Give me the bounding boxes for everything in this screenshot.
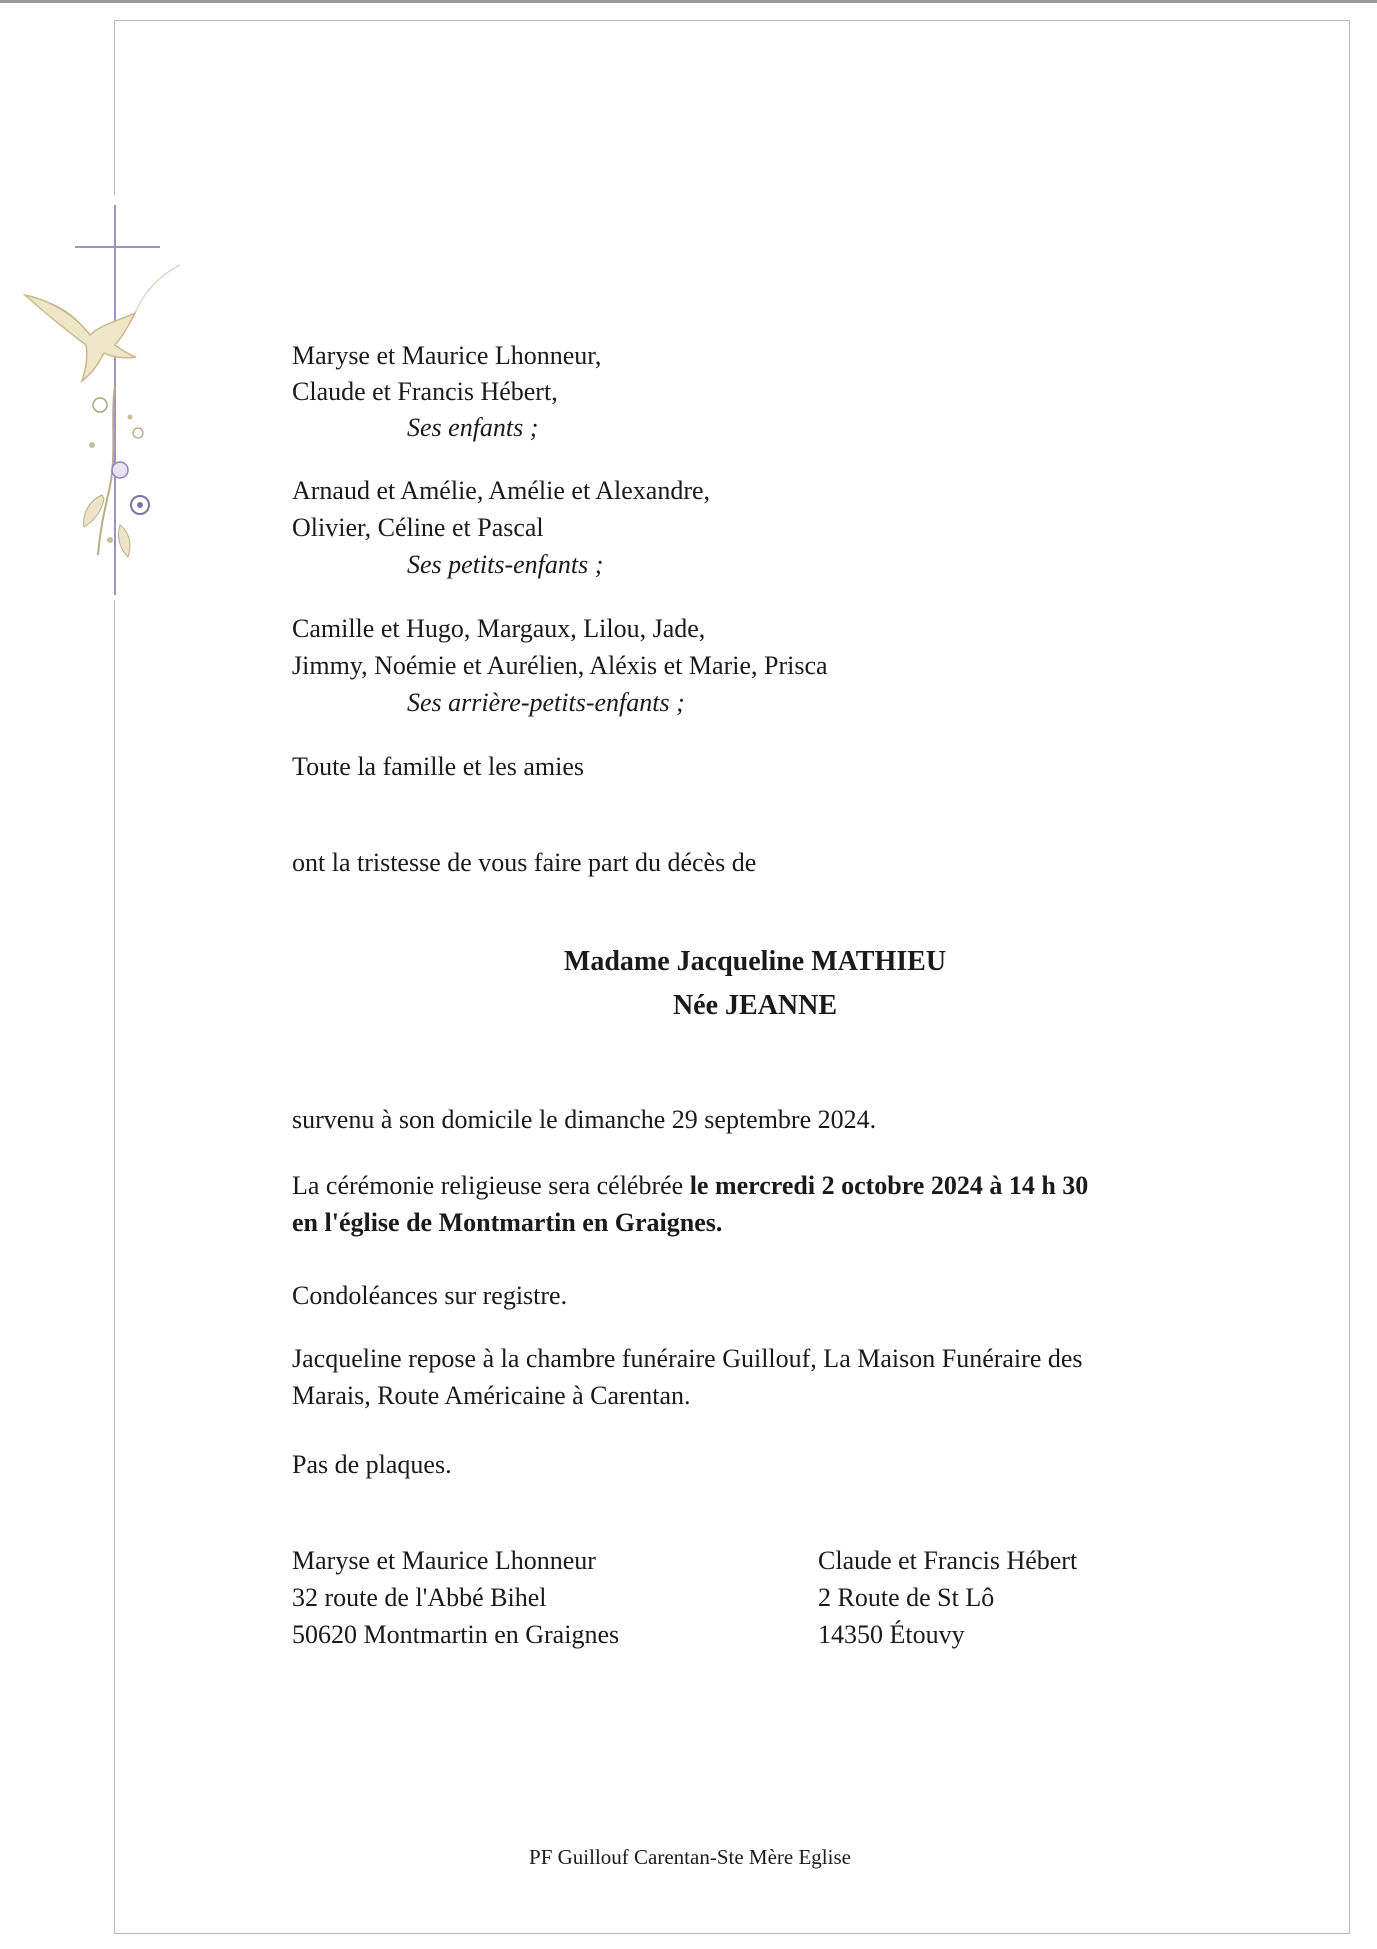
address-1-name: Maryse et Maurice Lhonneur [292, 1546, 596, 1575]
rest-line-1: Jacqueline repose à la chambre funéraire Guillouf, La Maison Funéraire des [292, 1344, 1083, 1373]
flowers-note: Pas de plaques. [292, 1450, 452, 1479]
children-line-2: Claude et Francis Hébert, [292, 377, 558, 406]
deceased-name: Madame Jacqueline MATHIEU [563, 946, 947, 977]
grandchildren-label: Ses petits-enfants ; [407, 550, 604, 579]
address-2-street: 2 Route de St Lô [818, 1583, 995, 1612]
address-1-street: 32 route de l'Abbé Bihel [292, 1583, 547, 1612]
death-info: survenu à son domicile le dimanche 29 septembre 2024. [292, 1105, 877, 1134]
funeral-home-footer: PF Guillouf Carentan-Ste Mère Eglise [529, 1845, 851, 1869]
family-and-friends: Toute la famille et les amies [292, 752, 585, 781]
cross-dove-ornament-icon [20, 195, 205, 595]
great-grandchildren-line-1: Camille et Hugo, Margaux, Lilou, Jade, [292, 614, 706, 643]
top-rule [0, 0, 1377, 3]
rest-line-2: Marais, Route Américaine à Carentan. [292, 1381, 691, 1410]
children-label: Ses enfants ; [407, 413, 539, 442]
children-line-1: Maryse et Maurice Lhonneur, [292, 341, 602, 370]
great-grandchildren-line-2: Jimmy, Noémie et Aurélien, Aléxis et Marie, Prisca [292, 651, 828, 680]
ceremony-line-1 [292, 1167, 1088, 1204]
grandchildren-line-1: Arnaud et Amélie, Amélie et Alexandre, [292, 476, 711, 505]
address-1-city: 50620 Montmartin en Graignes [292, 1620, 620, 1649]
condolences: Condoléances sur registre. [292, 1281, 568, 1310]
address-2-city: 14350 Étouvy [818, 1620, 965, 1649]
great-grandchildren-label: Ses arrière-petits-enfants ; [407, 688, 685, 717]
ceremony-date-time: le mercredi 2 octobre 2024 à 14 h 30 [689, 1171, 1089, 1200]
ceremony-intro: La cérémonie religieuse sera célébrée [292, 1171, 690, 1200]
announcement: ont la tristesse de vous faire part du décès de [292, 848, 757, 877]
address-2-name: Claude et Francis Hébert [818, 1546, 1078, 1575]
deceased-birth-name: Née JEANNE [672, 990, 838, 1021]
grandchildren-line-2: Olivier, Céline et Pascal [292, 513, 544, 542]
ceremony-place: en l'église de Montmartin en Graignes. [292, 1208, 723, 1237]
